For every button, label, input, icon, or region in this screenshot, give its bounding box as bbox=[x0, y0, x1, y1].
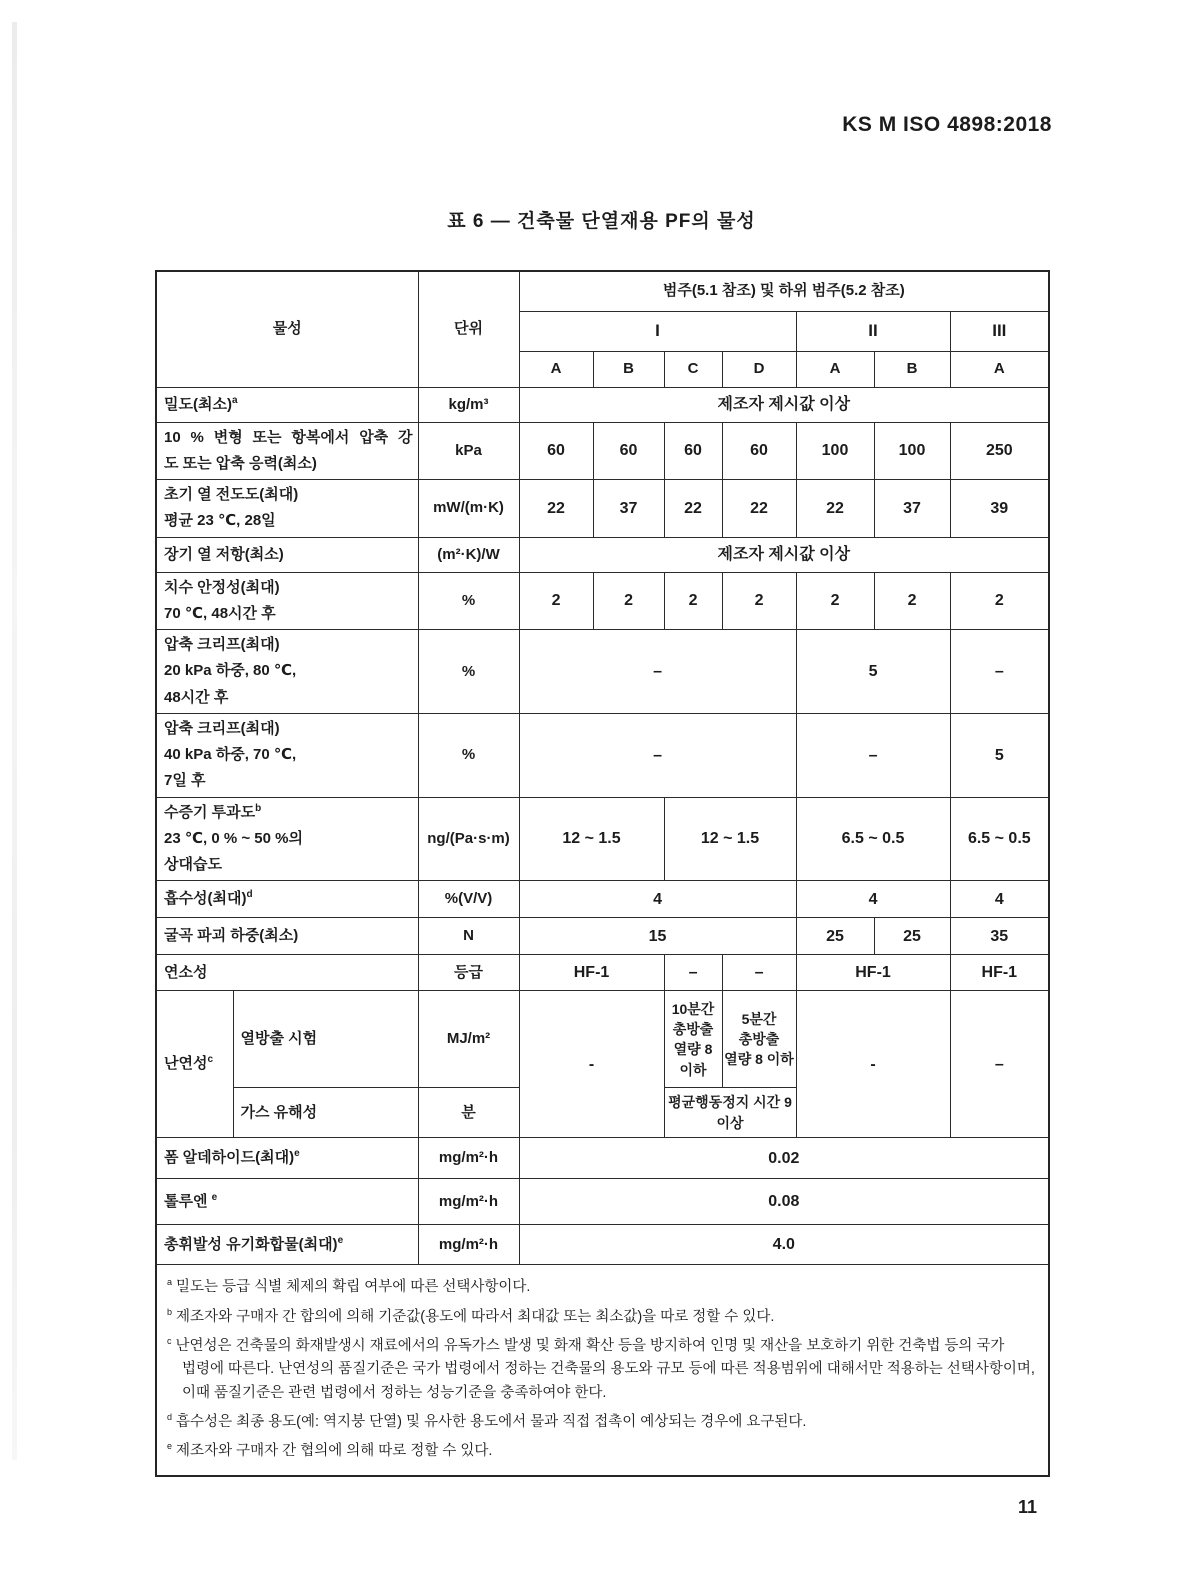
header-property: 물성 bbox=[156, 271, 418, 387]
cell-value: 2 bbox=[664, 572, 722, 630]
cell-value: 10분간 총방출 열량 8 이하 bbox=[664, 991, 722, 1088]
row-label: 수증기 투과도$^b$ 23 ℃, 0 % ~ 50 %의 상대습도 bbox=[156, 797, 418, 881]
cell-value: 4 bbox=[796, 881, 950, 918]
header-subcol: A bbox=[519, 351, 593, 387]
row-label: 초기 열 전도도(최대) 평균 23 ℃, 28일 bbox=[156, 480, 418, 538]
header-subcol: B bbox=[593, 351, 664, 387]
cell-value: 2 bbox=[519, 572, 593, 630]
row-dimensional bbox=[156, 572, 1049, 630]
cell-value: 2 bbox=[874, 572, 950, 630]
cell-value: HF-1 bbox=[796, 955, 950, 991]
cell-value: – bbox=[950, 991, 1049, 1138]
cell-value: HF-1 bbox=[950, 955, 1049, 991]
cell-value: 22 bbox=[796, 480, 874, 538]
row-tvoc bbox=[156, 1225, 1049, 1265]
cell-value: 25 bbox=[796, 918, 874, 955]
row-thermal-long bbox=[156, 537, 1049, 572]
row-compressive bbox=[156, 422, 1049, 480]
footnote-d: $^d$ 흡수성은 최종 용도(예: 역지붕 단열) 및 유사한 용도에서 물과 직접 접촉이 예상되는 경우에 요구된다. bbox=[167, 1412, 807, 1430]
cell-value: 4 bbox=[519, 881, 796, 918]
row-sublabel: 열방출 시험 bbox=[233, 991, 418, 1088]
footnote-b: $^b$ 제조자와 구매자 간 합의에 의해 기준값(용도에 따라서 최대값 또는 최소값)을 따로 정할 수 있다. bbox=[167, 1306, 775, 1325]
cell-value: 15 bbox=[519, 918, 796, 955]
row-label-flame: 난연성$^c$ bbox=[156, 991, 233, 1138]
cell-value: 250 bbox=[950, 422, 1049, 480]
cell-value: 2 bbox=[796, 572, 874, 630]
cell-value: 22 bbox=[519, 480, 593, 538]
row-unit: ng/(Pa·s·m) bbox=[418, 797, 519, 881]
cell-value: – bbox=[796, 713, 950, 797]
row-label: 압축 크리프(최대) 20 kPa 하중, 80 ℃, 48시간 후 bbox=[156, 630, 418, 714]
cell-value: – bbox=[519, 630, 796, 714]
cell-value: 35 bbox=[950, 918, 1049, 955]
cell-value: 60 bbox=[722, 422, 796, 480]
row-unit: kg/m³ bbox=[418, 387, 519, 422]
scan-artifact-line bbox=[12, 22, 17, 1460]
cell-value: 0.08 bbox=[519, 1179, 1049, 1225]
header-group-1: I bbox=[519, 311, 796, 351]
footnotes bbox=[156, 1265, 1049, 1476]
header-subcol: A bbox=[796, 351, 874, 387]
cell-value: 6.5 ~ 0.5 bbox=[950, 797, 1049, 881]
cell-value: 60 bbox=[593, 422, 664, 480]
cell-value: 37 bbox=[593, 480, 664, 538]
footnote-e: $^e$ 제조자와 구매자 간 협의에 의해 따로 정할 수 있다. bbox=[167, 1441, 493, 1460]
cell-value: 100 bbox=[874, 422, 950, 480]
row-label: 압축 크리프(최대) 40 kPa 하중, 70 ℃, 7일 후 bbox=[156, 713, 418, 797]
row-unit: 등급 bbox=[418, 955, 519, 991]
cell-value: 100 bbox=[796, 422, 874, 480]
cell-density-value: 제조자 제시값 이상 bbox=[519, 387, 1049, 422]
row-flame-heat-release bbox=[156, 991, 1049, 1088]
row-label: 폼 알데하이드(최대)$^e$ bbox=[156, 1138, 418, 1179]
cell-value: 22 bbox=[722, 480, 796, 538]
row-toluene bbox=[156, 1179, 1049, 1225]
footnote-c: $^c$ 난연성은 건축물의 화재발생시 재료에서의 유독가스 발생 및 화재 확산 등을 방지하여 인명 및 재산을 보호하기 위한 건축법 등의 국가 법령에 따른다. 난연성의 품질기준은 국가 법령에서 정하는 건축물의 용도와 규모 등에 따른 적용범위에 대해서만 적용하는 선택사항이며, 이때 품질기준은 관련 법령에서 정하는 성능기준을 충족하여야 한다. bbox=[167, 1335, 1035, 1401]
cell-value: 37 bbox=[874, 480, 950, 538]
row-unit: kPa bbox=[418, 422, 519, 480]
row-unit: N bbox=[418, 918, 519, 955]
row-unit: % bbox=[418, 630, 519, 714]
row-unit: %(V/V) bbox=[418, 881, 519, 918]
row-thermal-initial bbox=[156, 480, 1049, 538]
footnote-a: $^a$ 밀도는 등급 식별 체제의 확립 여부에 따른 선택사항이다. bbox=[167, 1277, 531, 1296]
row-unit: mg/m²·h bbox=[418, 1179, 519, 1225]
row-creep-40 bbox=[156, 713, 1049, 797]
cell-value: 4 bbox=[950, 881, 1049, 918]
cell-value: – bbox=[519, 713, 796, 797]
cell-value: - bbox=[519, 991, 664, 1138]
row-label: 10 % 변형 또는 항복에서 압축 강 도 또는 압축 응력(최소) bbox=[156, 422, 418, 480]
cell-value: HF-1 bbox=[519, 955, 664, 991]
row-label: 치수 안정성(최대) 70 ℃, 48시간 후 bbox=[156, 572, 418, 630]
row-wvp bbox=[156, 797, 1049, 881]
footnotes-row bbox=[156, 1265, 1049, 1476]
cell-value: 12 ~ 1.5 bbox=[664, 797, 796, 881]
row-unit: % bbox=[418, 713, 519, 797]
cell-value: - bbox=[796, 991, 950, 1138]
page-number: 11 bbox=[1018, 1497, 1038, 1517]
cell-value: 5 bbox=[950, 713, 1049, 797]
row-label: 총휘발성 유기화합물(최대)$^e$ bbox=[156, 1225, 418, 1265]
table-title: 표 6 — 건축물 단열재용 PF의 물성 bbox=[447, 211, 756, 232]
header-subcol: C bbox=[664, 351, 722, 387]
cell-value: – bbox=[950, 630, 1049, 714]
row-unit: mW/(m·K) bbox=[418, 480, 519, 538]
row-label: 굴곡 파괴 하중(최소) bbox=[156, 918, 418, 955]
row-unit: MJ/m² bbox=[418, 991, 519, 1088]
properties-table bbox=[155, 270, 1050, 1477]
row-bending bbox=[156, 918, 1049, 955]
row-unit: mg/m²·h bbox=[418, 1225, 519, 1265]
row-density bbox=[156, 387, 1049, 422]
header-group-2: II bbox=[796, 311, 950, 351]
row-unit: mg/m²·h bbox=[418, 1138, 519, 1179]
header-unit: 단위 bbox=[418, 271, 519, 387]
row-label: 밀도(최소)$^a$ bbox=[156, 387, 418, 422]
cell-value: 6.5 ~ 0.5 bbox=[796, 797, 950, 881]
cell-value: 4.0 bbox=[519, 1225, 1049, 1265]
cell-value: – bbox=[664, 955, 722, 991]
cell-value: 39 bbox=[950, 480, 1049, 538]
cell-value: 2 bbox=[722, 572, 796, 630]
header-category-span: 범주(5.1 참조) 및 하위 범주(5.2 참조) bbox=[519, 271, 1049, 311]
row-combustibility bbox=[156, 955, 1049, 991]
cell-value: 5분간 총방출 열량 8 이하 bbox=[722, 991, 796, 1088]
row-label: 톨루엔 $^e$ bbox=[156, 1179, 418, 1225]
header-subcol: A bbox=[950, 351, 1049, 387]
cell-value: 60 bbox=[664, 422, 722, 480]
standard-code: KS M ISO 4898:2018 bbox=[842, 113, 1052, 136]
header-group-3: III bbox=[950, 311, 1049, 351]
row-absorption bbox=[156, 881, 1049, 918]
cell-value: 평균행동정지 시간 9 이상 bbox=[664, 1088, 796, 1138]
row-unit: % bbox=[418, 572, 519, 630]
row-sublabel: 가스 유해성 bbox=[233, 1088, 418, 1138]
cell-value: – bbox=[722, 955, 796, 991]
header-subcol: B bbox=[874, 351, 950, 387]
cell-value: 25 bbox=[874, 918, 950, 955]
cell-value: 제조자 제시값 이상 bbox=[519, 537, 1049, 572]
header-row-category bbox=[156, 271, 1049, 311]
cell-value: 60 bbox=[519, 422, 593, 480]
cell-value: 12 ~ 1.5 bbox=[519, 797, 664, 881]
row-unit: (m²·K)/W bbox=[418, 537, 519, 572]
cell-value: 2 bbox=[950, 572, 1049, 630]
row-label: 연소성 bbox=[156, 955, 418, 991]
row-label: 흡수성(최대)$^d$ bbox=[156, 881, 418, 918]
row-formaldehyde bbox=[156, 1138, 1049, 1179]
cell-value: 22 bbox=[664, 480, 722, 538]
row-label: 장기 열 저항(최소) bbox=[156, 537, 418, 572]
row-unit: 분 bbox=[418, 1088, 519, 1138]
header-subcol: D bbox=[722, 351, 796, 387]
row-creep-20 bbox=[156, 630, 1049, 714]
cell-value: 2 bbox=[593, 572, 664, 630]
cell-value: 0.02 bbox=[519, 1138, 1049, 1179]
cell-value: 5 bbox=[796, 630, 950, 714]
